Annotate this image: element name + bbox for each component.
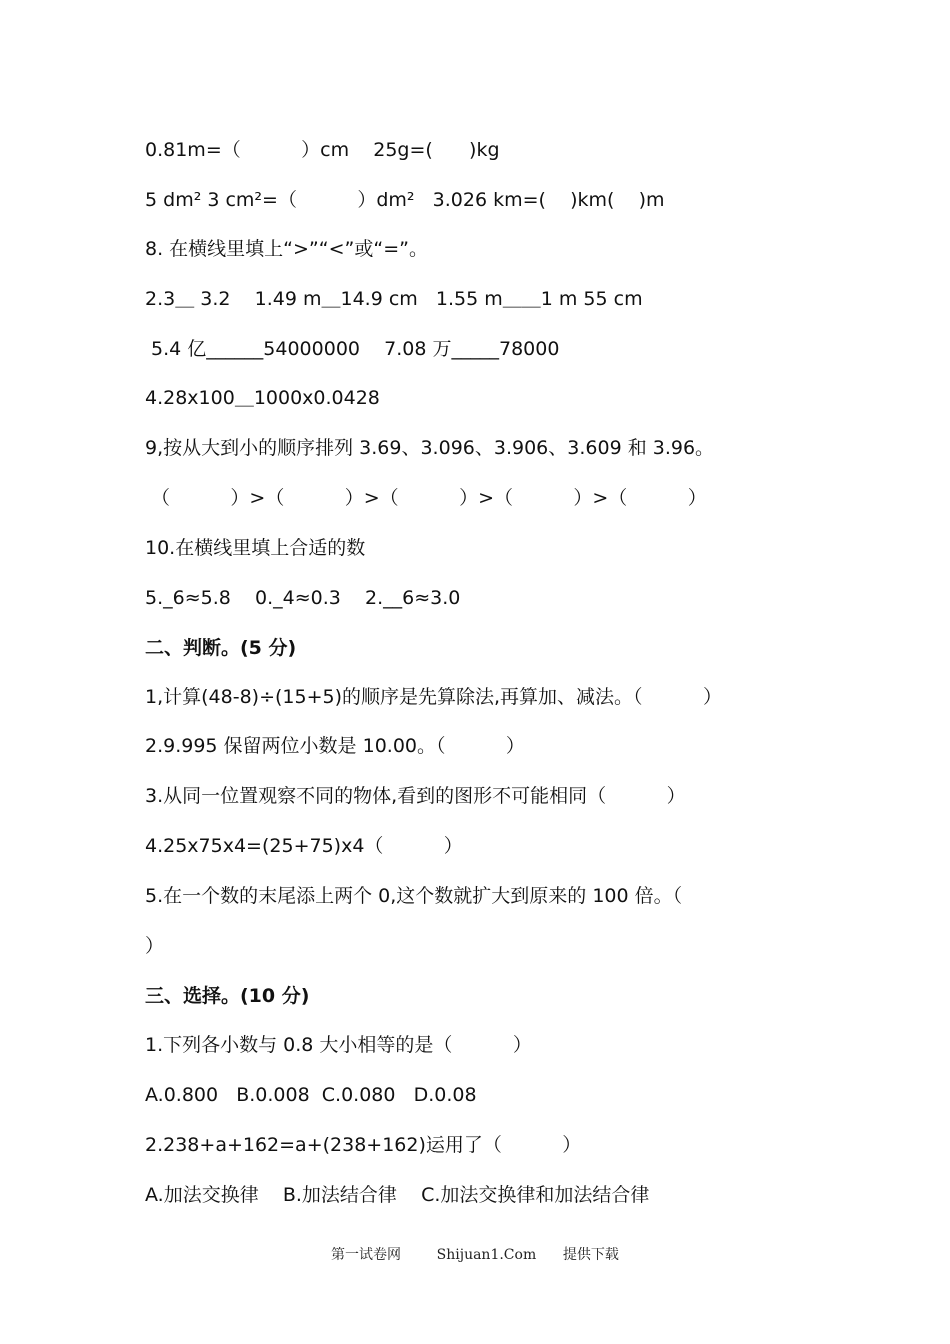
judge-item-5-continued: ） [145, 935, 165, 957]
question-8-line-1: 2.3＿ 3.2 1.49 m＿14.9 cm 1.55 m＿＿1 m 55 cm [145, 288, 643, 310]
unit-conversion-line-2: 5 dm² 3 cm²=（ ）dm² 3.026 km=( )km( )m [145, 189, 665, 211]
judge-item-4: 4.25x75x4=(25+75)x4（ ） [145, 835, 463, 857]
judge-item-3: 3.从同一位置观察不同的物体,看到的图形不可能相同（ ） [145, 785, 686, 807]
choice-item-1-options: A.0.800 B.0.008 C.0.080 D.0.08 [145, 1084, 477, 1106]
judge-item-2: 2.9.995 保留两位小数是 10.00。（ ） [145, 735, 525, 757]
section-2-heading: 二、判断。(5 分) [145, 637, 297, 659]
question-8-line-3: 4.28x100＿1000x0.0428 [145, 387, 380, 409]
page-footer: 第一试卷网 Shijuan1.Com 提供下载 [331, 1247, 619, 1263]
choice-item-2-options: A.加法交换律 B.加法结合律 C.加法交换律和加法结合律 [145, 1184, 650, 1206]
question-10-line-1: 5._6≈5.8 0._4≈0.3 2.__6≈3.0 [145, 587, 461, 609]
choice-item-1: 1.下列各小数与 0.8 大小相等的是（ ） [145, 1034, 532, 1056]
judge-item-5: 5.在一个数的末尾添上两个 0,这个数就扩大到原来的 100 倍。（ [145, 885, 683, 907]
question-8-line-2: 5.4 亿______54000000 7.08 万_____78000 [145, 338, 560, 360]
question-10-heading: 10.在横线里填上合适的数 [145, 537, 366, 559]
choice-item-2: 2.238+a+162=a+(238+162)运用了（ ） [145, 1134, 582, 1156]
question-9-heading: 9,按从大到小的顺序排列 3.69、3.096、3.906、3.609 和 3.96。 [145, 437, 715, 459]
section-3-heading: 三、选择。(10 分) [145, 985, 310, 1007]
question-8-heading: 8. 在横线里填上“>”“<”或“=”。 [145, 238, 428, 260]
judge-item-1: 1,计算(48-8)÷(15+5)的顺序是先算除法,再算加、减法。（ ） [145, 686, 722, 708]
unit-conversion-line-1: 0.81m=（ ）cm 25g=( )kg [145, 139, 500, 161]
question-9-answer-blanks: （ ）>（ ）>（ ）>（ ）>（ ） [145, 487, 707, 509]
